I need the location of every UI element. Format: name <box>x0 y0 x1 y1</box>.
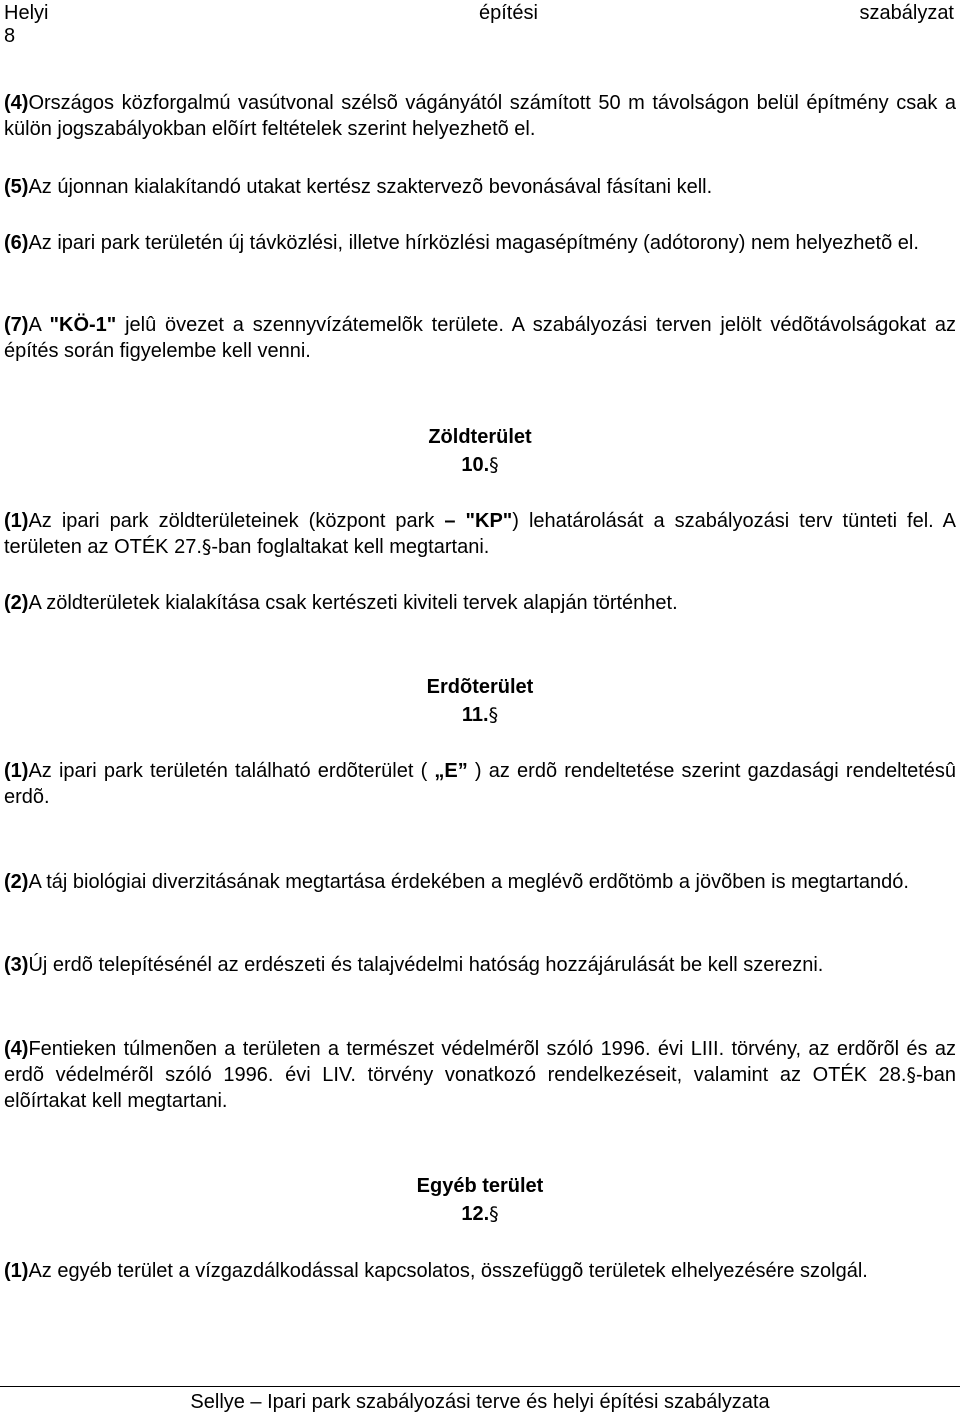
paragraph-text: Az ipari park területén található erdõterület ( <box>28 760 435 782</box>
paragraph-text: ) lehatárolását a szabályozási terv tünteti fel. A területen az OTÉK 27. <box>4 510 956 558</box>
page-number: 8 <box>4 25 16 47</box>
paragraph-text: Fentieken túlmenõen a területen a természet védelmérõl szóló 1996. évi LIII. törvény, az erdõrõl és az erdõ védelmérõl szóló 1996. évi LIV. törvény vonatkozó rendelkezéseit, valamint az OTÉK 28. <box>4 1038 956 1086</box>
paragraph-number: (2) <box>4 592 29 614</box>
paragraph-11-4 <box>4 1036 956 1114</box>
paragraph-text: Az ipari park zöldterületeinek (központ park <box>28 510 445 532</box>
section-number <box>0 702 960 728</box>
paragraph-text: Az újonnan kialakítandó utakat kertész szaktervezõ bevonásával fásítani kell. <box>28 176 713 198</box>
section-number-text: 11. <box>461 704 489 726</box>
section-number-text: 12. <box>461 1203 490 1225</box>
section-title: Zöldterület <box>428 426 532 448</box>
section-number-text: 10. <box>461 454 490 476</box>
section-number <box>0 452 960 478</box>
paragraph-number: (3) <box>4 954 29 976</box>
paragraph-number: (5) <box>4 176 29 198</box>
paragraph-text: ) az erdõ rendeltetése szerint gazdasági rendeltetésû erdõ. <box>4 760 956 808</box>
paragraph-number: (7) <box>4 314 29 336</box>
paragraph-number: (2) <box>4 871 29 893</box>
paragraph-11-3 <box>4 952 956 978</box>
paragraph-text: Az egyéb terület a vízgazdálkodással kapcsolatos, összefüggõ területek elhelyezésére szolgál. <box>28 1260 868 1282</box>
paragraph-10-2 <box>4 590 956 616</box>
paragraph-number: (6) <box>4 232 29 254</box>
paragraph-11-1 <box>4 758 956 810</box>
paragraph-text: Országos közforgalmú vasútvonal szélsõ vágányától számított 50 m távolságon belül építmény csak a külön jogszabályokban elõírt feltételek szerint helyezhetõ el. <box>4 92 956 140</box>
dash: – <box>444 510 456 532</box>
section-number <box>0 1201 960 1227</box>
section-title: Egyéb terület <box>416 1175 544 1197</box>
section-sign: § <box>488 704 499 726</box>
zone-code: „E” <box>434 760 468 782</box>
section-sign: § <box>201 536 212 558</box>
header-left: Helyi <box>4 2 49 24</box>
zone-code: "KÖ-1" <box>49 314 117 336</box>
paragraph-text: A <box>28 314 50 336</box>
paragraph-text: A táj biológiai diverzitásának megtartása érdekében a meglévõ erdõtömb a jövõben is megtartandó. <box>28 871 909 893</box>
paragraph-number: (1) <box>4 760 29 782</box>
paragraph-text: jelû övezet a szennyvízátemelõk területe. A szabályozási terven jelölt védõtávolságokat az építés során figyelembe kell venni. <box>4 314 956 362</box>
paragraph-12-1 <box>4 1258 956 1284</box>
paragraph-text: -ban foglaltakat kell megtartani. <box>211 536 490 558</box>
section-sign: § <box>489 1203 499 1225</box>
paragraph-4 <box>4 90 956 142</box>
running-header <box>4 0 954 26</box>
paragraph-5 <box>4 174 956 200</box>
paragraph-text: -ban elõírtakat kell megtartani. <box>4 1064 956 1112</box>
paragraph-number: (4) <box>4 92 29 114</box>
paragraph-6 <box>4 230 956 256</box>
paragraph-text: Az ipari park területén új távközlési, illetve hírközlési magasépítmény (adótorony) nem helyezhetõ el. <box>28 232 919 254</box>
paragraph-10-1 <box>4 508 956 560</box>
paragraph-text: Új erdõ telepítésénél az erdészeti és talajvédelmi hatóság hozzájárulását be kell szerezni. <box>28 954 824 976</box>
running-footer: Sellye – Ipari park szabályozási terve és helyi építési szabályzata <box>190 1391 770 1413</box>
header-center: építési <box>479 2 538 24</box>
paragraph-number: (1) <box>4 510 29 532</box>
section-sign: § <box>906 1064 916 1086</box>
footer-rule <box>0 1386 960 1387</box>
zone-code: "KP" <box>465 510 513 532</box>
section-title: Erdõterület <box>426 676 534 698</box>
paragraph-11-2 <box>4 869 956 895</box>
header-right: szabályzat <box>859 2 954 24</box>
paragraph-number: (4) <box>4 1038 29 1060</box>
paragraph-7 <box>4 312 956 364</box>
section-sign: § <box>489 454 499 476</box>
paragraph-text: A zöldterületek kialakítása csak kertészeti kiviteli tervek alapján történhet. <box>28 592 678 614</box>
paragraph-number: (1) <box>4 1260 29 1282</box>
